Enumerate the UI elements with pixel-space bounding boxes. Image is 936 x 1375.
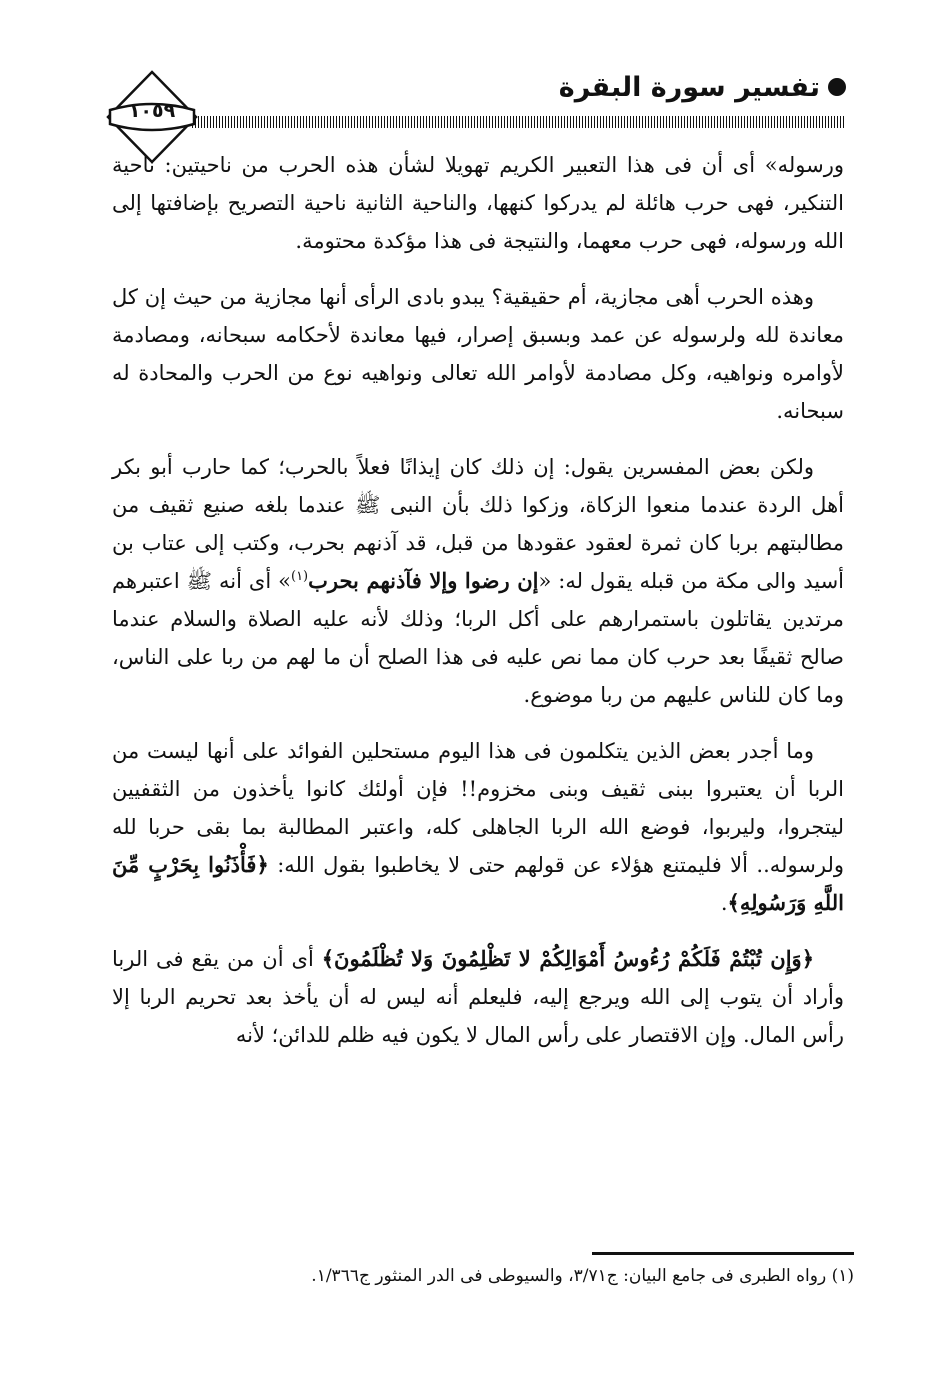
paragraph-2 [112,278,844,430]
flower-ornament-icon [828,78,846,96]
paragraph-3-text-after: » أى أنه ﷺ اعتبرهم مرتدين يقاتلون باستمرارهم على أكل الربا؛ وذلك لأنه عليه الصلاة والسلام عندما صالح ثقيفًا بعد حرب كان مما نص عليه فى هذا الصلح أن ما لهم من ربا على الناس، وما كان للناس عليهم من ربا موضوع. [112,569,844,707]
quran-verse-2: ﴿وَإِن تُبْتُمْ فَلَكُمْ رُءُوسُ أَمْوَالِكُمْ لا تَظْلِمُونَ وَلا تُظْلَمُونَ﴾ [321,946,814,971]
footnote-reference: (١) [290,569,309,584]
footnote: (١) رواه الطبرى فى جامع البيان: ج٣/٧١، والسيوطى فى الدر المنثور ج١/٣٦٦. [311,1266,854,1286]
footnote-rule [592,1252,854,1255]
body-text [112,146,844,1072]
hadith-quote: إن رضوا وإلا فآذنهم بحرب [308,568,539,593]
quran-verse: ﴿فَأْذَنُوا بِحَرْبٍ مِّنَ اللَّهِ وَرَسُولِهِ﴾ [112,852,844,915]
header-rule [192,116,846,128]
paragraph-3-text-before: ولكن بعض المفسرين يقول: إن ذلك كان إيذانًا فعلاً بالحرب؛ كما حارب أبو بكر أهل الردة عندما منعوا الزكاة، وزكوا ذلك بأن النبى ﷺ عندما بلغه صنيع ثقيف من مطالبتهم بربا كان ثمرة لعقود عقودها من قبل، قد آذنهم بحرب، وكتب إلى عتاب بن أسيد والى مكة من قبله يقول له: « [112,455,844,593]
paragraph-4-text-after: . [720,891,728,915]
paragraph-1-text: ورسوله» أى أن فى هذا التعبير الكريم تهويلا لشأن هذه الحرب من ناحيتين: ناحية التنكير، فهى حرب هائلة لم يدركوا كنهها، والناحية الثانية ناحية التصريح بإضافتها إلى الله ورسوله، فهى حرب معهما، والنتيجة فى هذا مؤكدة محتومة. [112,153,844,253]
paragraph-1 [112,146,844,260]
paragraph-5 [112,940,844,1054]
paragraph-5-text-after: أى أن من يقع فى الربا وأراد أن يتوب إلى الله ويرجع إليه، فليعلم أنه ليس له أن يأخذ بعد تحريم الربا إلا رأس المال. وإن الاقتصار على رأس المال لا يكون فيه ظلم للدائن؛ لأنه [112,947,844,1047]
paragraph-3 [112,448,844,714]
paragraph-2-text: وهذه الحرب أهى مجازية، أم حقيقية؟ يبدو بادى الرأى أنها مجازية من حيث إن كل معاندة لله ولرسوله عن عمد وبسبق إصرار، فيها معاندة لأحكامه سبحانه، ومصادمة لأوامره ونواهيه، وكل مصادمة لأوامر الله تعالى ونواهيه نوع من الحرب والمحادة له سبحانه. [112,285,844,423]
running-title [559,72,846,103]
page-number: ١٠٥٩ [128,100,176,122]
paragraph-4 [112,732,844,922]
paragraph-4-text-before: وما أجدر بعض الذين يتكلمون فى هذا اليوم مستحلين الفوائد على أنها ليست من الربا أن يعتبروا ببنى ثقيف وبنى مخزوم!! فإن أولئك كانوا يأخذون من الثقفيين ليتجروا، وليربوا، فوضع الله الربا الجاهلى كله، واعتبر المطالبة بما بقى حربا لله ولرسوله.. ألا فليمتنع هؤلاء عن قولهم حتى لا يخاطبوا بقول الله: [112,739,845,877]
running-title-text: تفسير سورة البقرة [558,72,820,103]
